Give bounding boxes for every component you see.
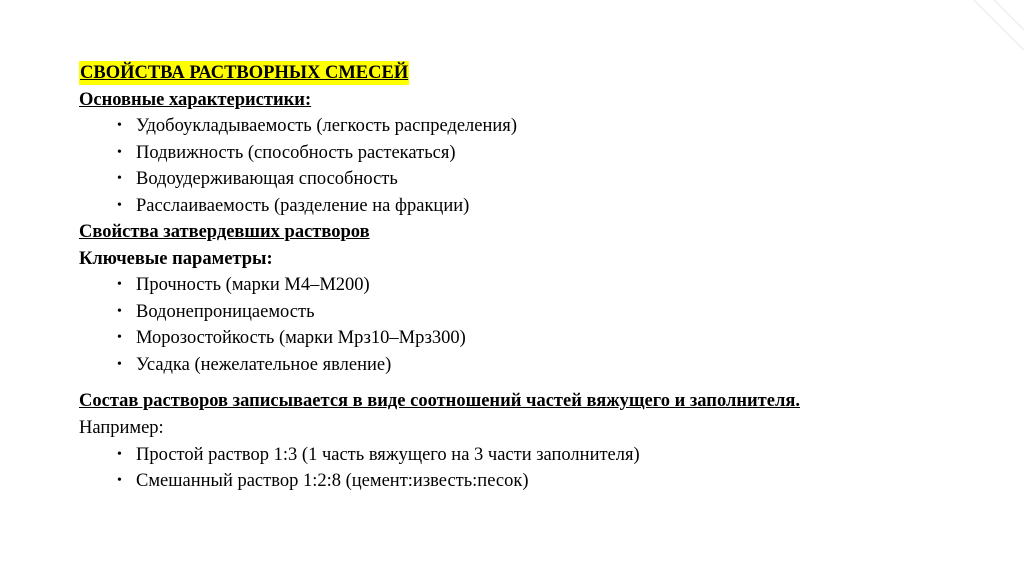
list-item-text: Водоудерживающая способность bbox=[136, 169, 398, 189]
bullet-icon: • bbox=[117, 118, 122, 133]
list-item bbox=[79, 272, 979, 299]
slide-title-row bbox=[79, 60, 979, 87]
list-item-text: Удобоукладываемость (легкость распределения) bbox=[136, 116, 517, 136]
section2-subheading: Ключевые параметры: bbox=[79, 248, 273, 269]
bullet-icon: • bbox=[117, 277, 122, 292]
spacer bbox=[79, 378, 979, 388]
section3-list bbox=[79, 442, 979, 495]
list-item-text: Прочность (марки М4–М200) bbox=[136, 275, 370, 295]
section1-heading: Основные характеристики: bbox=[79, 89, 312, 110]
bullet-icon: • bbox=[117, 330, 122, 345]
list-item bbox=[79, 352, 979, 379]
section2-heading: Свойства затвердевших растворов bbox=[79, 222, 370, 242]
section2-list bbox=[79, 272, 979, 378]
list-item-text: Водонепроницаемость bbox=[136, 301, 315, 322]
list-item-text: Подвижность (способность растекаться) bbox=[136, 142, 456, 163]
bullet-icon: • bbox=[117, 303, 122, 319]
list-item-text: Усадка (нежелательное явление) bbox=[136, 354, 392, 375]
corner-decoration bbox=[934, 0, 1024, 60]
bullet-icon: • bbox=[117, 197, 122, 213]
bullet-icon: • bbox=[117, 446, 122, 462]
list-item-text: Морозостойкость (марки Мрз10–Мрз300) bbox=[136, 328, 466, 348]
section3-heading: Состав растворов записывается в виде соотношений частей вяжущего и заполнителя. bbox=[79, 391, 800, 411]
bullet-icon: • bbox=[117, 356, 122, 372]
slide-content bbox=[79, 60, 979, 495]
list-item bbox=[79, 140, 979, 167]
section3-intro: Например: bbox=[79, 418, 164, 438]
list-item bbox=[79, 166, 979, 193]
section1-list bbox=[79, 113, 979, 219]
bullet-icon: • bbox=[117, 171, 122, 186]
list-item bbox=[79, 468, 979, 495]
list-item bbox=[79, 299, 979, 326]
bullet-icon: • bbox=[117, 144, 122, 160]
bullet-icon: • bbox=[117, 473, 122, 488]
list-item bbox=[79, 193, 979, 220]
list-item-text: Расслаиваемость (разделение на фракции) bbox=[136, 195, 470, 216]
slide-title: СВОЙСТВА РАСТВОРНЫХ СМЕСЕЙ bbox=[80, 63, 409, 83]
list-item bbox=[79, 113, 979, 140]
list-item bbox=[79, 442, 979, 469]
list-item-text: Смешанный раствор 1:2:8 (цемент:известь:песок) bbox=[136, 471, 529, 491]
list-item bbox=[79, 325, 979, 352]
list-item-text: Простой раствор 1:3 (1 часть вяжущего на 3 части заполнителя) bbox=[136, 444, 640, 465]
